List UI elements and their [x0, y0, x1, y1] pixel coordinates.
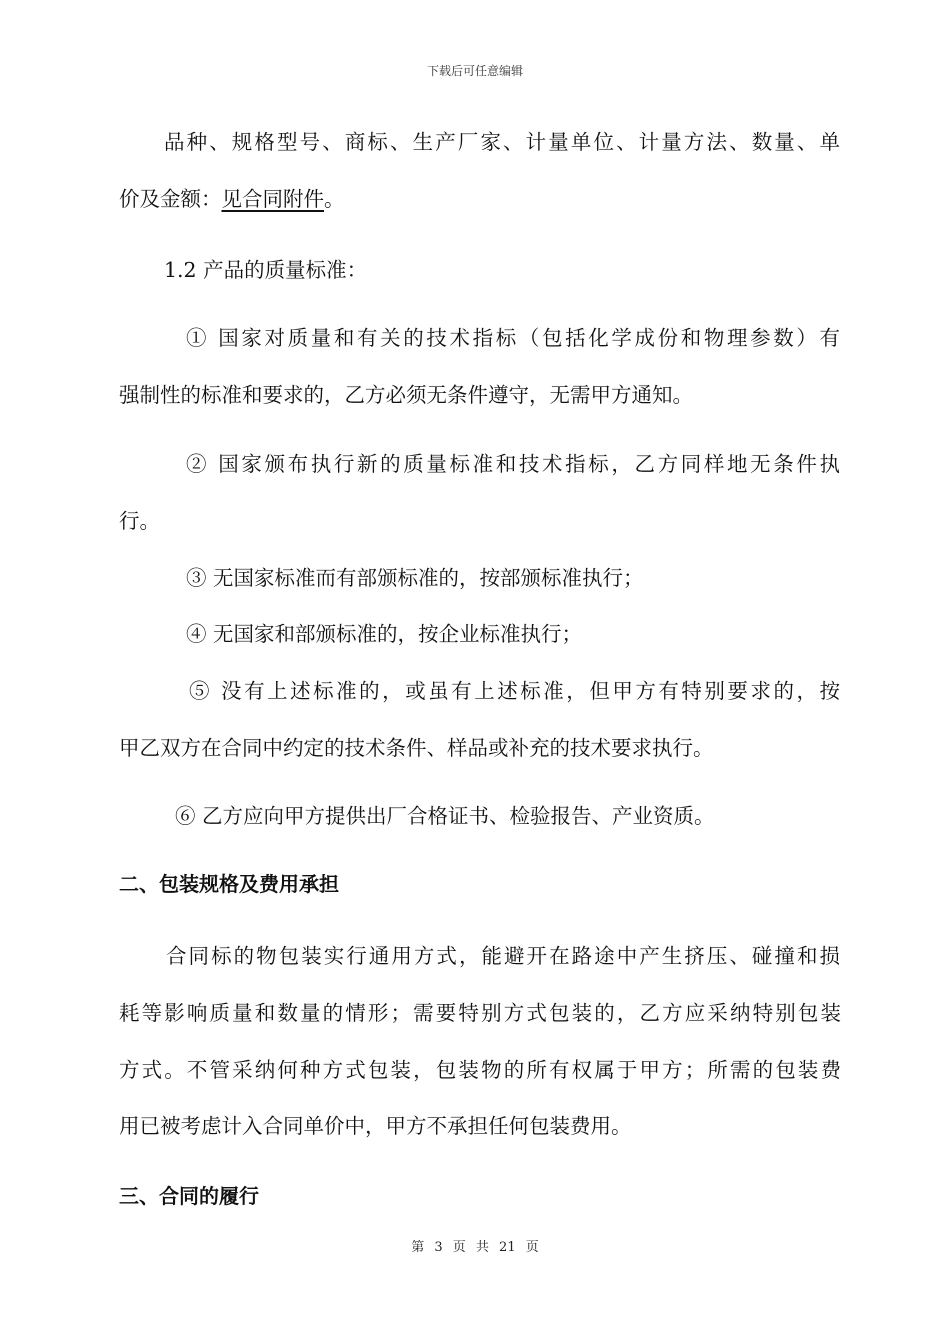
- list-item: ④ 无国家和部颁标准的，按企业标准执行；: [186, 622, 583, 646]
- section-heading: 二、包装规格及费用承担: [119, 872, 339, 896]
- list-item-continuation: 甲乙双方在合同中约定的技术条件、样品或补充的技术要求执行。: [119, 736, 714, 760]
- list-item: ③ 无国家标准而有部颁标准的，按部颁标准执行；: [186, 566, 644, 590]
- paragraph-line: 合同标的物包装实行通用方式，能避开在路途中产生挤压、碰撞和损: [166, 944, 840, 968]
- text-span: 价及金额：: [119, 187, 222, 211]
- subsection-title: 1.2 产品的质量标准：: [164, 258, 368, 282]
- paragraph-line: 方式。不管采纳何种方式包装，包装物的所有权属于甲方；所需的包装费: [119, 1058, 841, 1082]
- paragraph-line: [119, 185, 345, 213]
- page-footer: 第 3 页 共 21 页: [411, 1240, 539, 1255]
- list-item-continuation: 强制性的标准和要求的，乙方必须无条件遵守，无需甲方通知。: [119, 383, 693, 407]
- list-item: ② 国家颁布执行新的质量标准和技术指标，乙方同样地无条件执: [186, 452, 840, 476]
- section-heading: 三、合同的履行: [119, 1184, 259, 1208]
- text-span: 。: [324, 187, 345, 211]
- contract-attachment-link[interactable]: 见合同附件: [221, 187, 324, 211]
- paragraph-line: 用已被考虑计入合同单价中，甲方不承担任何包装费用。: [119, 1114, 632, 1138]
- list-item-continuation: 行。: [119, 509, 160, 533]
- page-header: 下载后可任意编辑: [426, 64, 523, 78]
- list-item: ⑥ 乙方应向甲方提供出厂合格证书、检验报告、产业资质。: [175, 804, 715, 828]
- list-item: ⑤ 没有上述标准的，或虽有上述标准，但甲方有特别要求的，按: [189, 679, 840, 703]
- list-item: ① 国家对质量和有关的技术指标（包括化学成份和物理参数）有: [186, 326, 840, 350]
- paragraph-line: 品种、规格型号、商标、生产厂家、计量单位、计量方法、数量、单: [164, 130, 840, 154]
- paragraph-line: 耗等影响质量和数量的情形；需要特别方式包装的，乙方应采纳特别包装: [119, 1001, 841, 1025]
